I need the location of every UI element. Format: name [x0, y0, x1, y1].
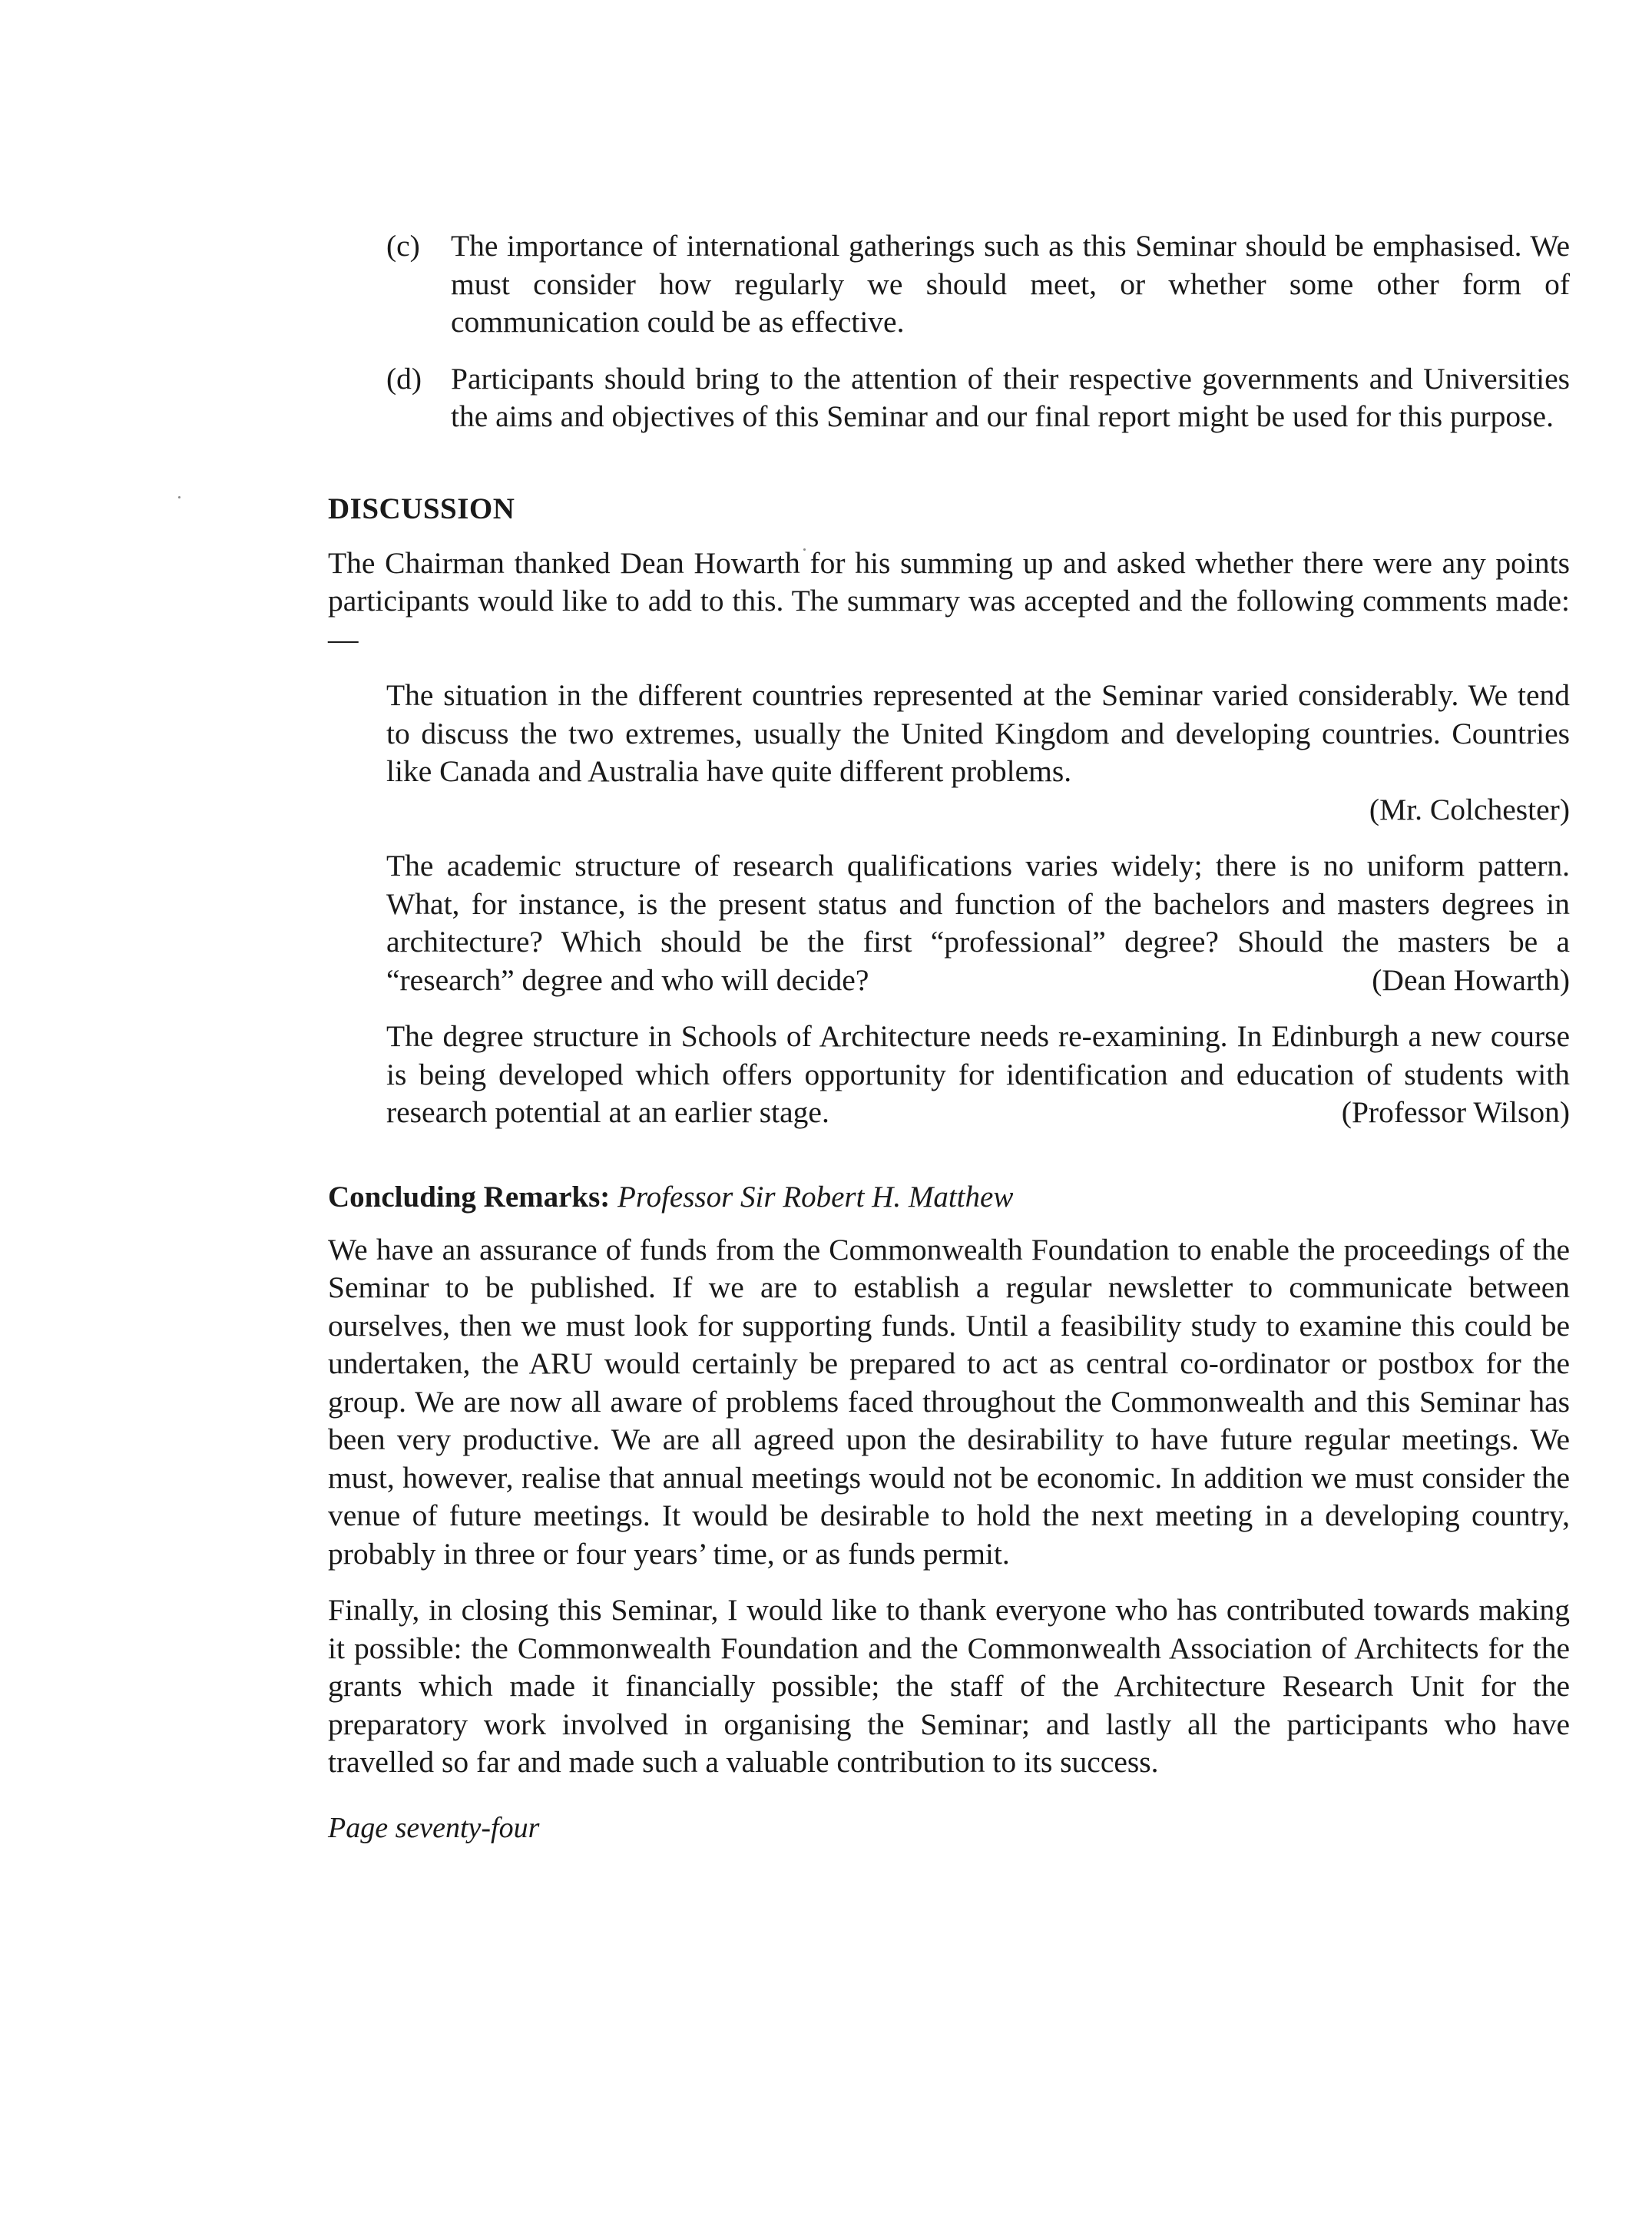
comment-text: The academic structure of research qualifications varies widely; there is no uniform pattern. What, for instance, is the present status and function of the bachelors and masters degrees in architecture? Which should be the first “professional” degree? Should the masters be a “research” degree and who will decide?	[386, 849, 1570, 997]
list-item-text: The importance of international gatherings such as this Seminar should be emphasised. We must consider how regularly we should meet, or whether some other form of communication could be as effective.	[451, 229, 1570, 339]
comment-attribution: (Professor Wilson)	[1341, 1095, 1570, 1129]
discussion-heading: DISCUSSION	[328, 492, 515, 525]
concluding-speaker: Professor Sir Robert H. Matthew	[617, 1180, 1014, 1214]
comment-text: The situation in the different countries represented at the Seminar varied considerably. We tend to discuss the two extremes, usually the United Kingdom and developing countries. Countries like Canada and Australia have quite different problems.	[386, 678, 1570, 788]
concluding-label: Concluding Remarks:	[328, 1180, 611, 1214]
concluding-paragraph: Finally, in closing this Seminar, I would like to thank everyone who has contributed towards making it possible: the Commonwealth Foundation and the Commonwealth Association of Architects for the grants which made it financially possible; the staff of the Architecture Research Unit for the preparatory work involved in organising the Seminar; and lastly all the participants who have travelled so far and made such a valuable contribution to its success.	[328, 1593, 1570, 1779]
scan-speck	[178, 496, 180, 498]
discussion-intro: The Chairman thanked Dean Howarth for his summing up and asked whether there were any points participants would like to add to this. The summary was accepted and the following comments made:—	[328, 545, 1570, 656]
concluding-heading	[328, 1178, 1570, 1216]
list-item-d	[328, 360, 1570, 436]
comment-text: The degree structure in Schools of Architecture needs re-examining. In Edinburgh a new course is being developed which offers opportunity for identification and education of students with research potential at an earlier stage.	[386, 1019, 1570, 1129]
comment-howarth	[386, 847, 1570, 999]
list-marker: (c)	[386, 229, 420, 263]
concluding-paragraph: We have an assurance of funds from the Commonwealth Foundation to enable the proceedings of the Seminar to be published. If we are to establish a regular newsletter to communicate between ourselves, then we must look for supporting funds. Until a feasibility study to examine this could be undertaken, the ARU would certainly be prepared to act as central co-ordinator or postbox for the group. We are now all aware of problems faced throughout the Commonwealth and this Seminar has been very productive. We are all agreed upon the desirability to have future regular meetings. We must, however, realise that annual meetings would not be economic. In addition we must consider the venue of future meetings. It would be desirable to hold the next meeting in a developing country, probably in three or four years’ time, or as funds permit.	[328, 1232, 1570, 1571]
page-number-label: Page seventy-four	[328, 1811, 540, 1844]
list-item-text: Participants should bring to the attention of their respective governments and Universities the aims and objectives of this Seminar and our final report might be used for this purpose.	[451, 361, 1570, 433]
comment-wilson	[386, 1018, 1570, 1132]
comment-attribution: (Dean Howarth)	[1372, 962, 1570, 997]
comment-colchester	[386, 677, 1570, 829]
list-item-c	[328, 227, 1570, 342]
document-page	[328, 227, 1570, 1846]
comment-attribution: (Mr. Colchester)	[1369, 792, 1570, 826]
list-marker: (d)	[386, 361, 422, 396]
